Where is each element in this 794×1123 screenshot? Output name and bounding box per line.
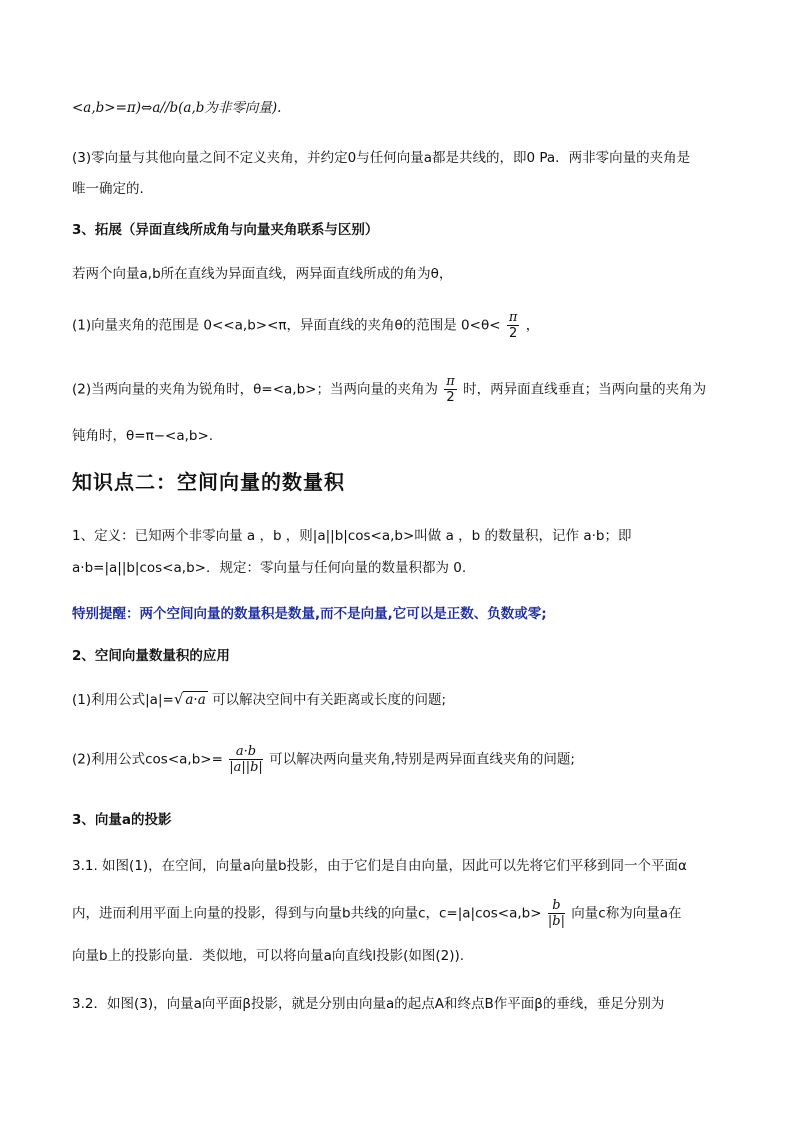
- angle-range-line: [72, 310, 539, 341]
- fraction-numerator: b: [548, 898, 565, 914]
- zero-vector-rule-line1: (3)零向量与其他向量之间不定义夹角，并约定0与任何向量a都是共线的，即0 Pa．两非零向量的夹角是: [72, 150, 691, 166]
- obtuse-angle-line: 钝角时，θ=π−<a,b>.: [72, 428, 214, 444]
- cos-fraction: [229, 744, 263, 775]
- application-angle-text: (2)利用公式cos<a,b>=: [72, 751, 223, 768]
- fraction-denominator: |b|: [547, 914, 565, 929]
- projection-para-line1: 3.1. 如图(1)，在空间，向量a向量b投影，由于它们是自由向量，因此可以先将它们平移到同一个平面α: [72, 858, 687, 874]
- application-length-line: [72, 688, 446, 708]
- pi-over-two-fraction: [507, 310, 520, 341]
- fraction-denominator: |a||b|: [229, 760, 263, 775]
- projection-line2-text: 内，进而利用平面上向量的投影，得到与向量b共线的向量c，c=|a|cos<a,b>: [72, 905, 542, 922]
- fraction-denominator: 2: [508, 326, 518, 341]
- application-angle-suffix: 可以解决两向量夹角,特别是两异面直线夹角的问题;: [269, 751, 575, 768]
- application-angle-line: [72, 744, 575, 775]
- projection-para-line3: 向量b上的投影向量．类似地，可以将向量a向直线l投影(如图(2)).: [72, 948, 465, 964]
- angle-range-suffix: ，: [525, 317, 540, 334]
- definition-line2: a·b=|a||b|cos<a,b>．规定：零向量与任何向量的数量积都为 0.: [72, 560, 467, 576]
- section-projection-title: 3、向量a的投影: [72, 812, 172, 828]
- unit-vector-fraction: [548, 898, 565, 929]
- application-length-suffix: 可以解决空间中有关距离或长度的问题;: [212, 692, 447, 708]
- angle-range-text: (1)向量夹角的范围是 0<<a,b><π，异面直线的夹角θ的范围是 0<θ<: [72, 317, 501, 334]
- plane-projection-line: 3.2．如图(3)，向量a向平面β投影，就是分别由向量a的起点A和终点B作平面β的垂线，垂足分别为: [72, 996, 665, 1012]
- acute-angle-suffix: 时，两异面直线垂直；当两向量的夹角为: [463, 381, 707, 398]
- acute-angle-line: [72, 374, 706, 405]
- pi-over-two-fraction-2: [444, 374, 457, 405]
- skew-lines-intro: 若两个向量a,b所在直线为异面直线，两异面直线所成的角为θ，: [72, 266, 453, 282]
- fraction-numerator: π: [446, 374, 455, 389]
- fraction-denominator: 2: [446, 390, 455, 405]
- projection-line2-suffix: 向量c称为向量a在: [571, 905, 682, 922]
- definition-line1: 1、定义：已知两个非零向量 a ，b ，则|a||b|cos<a,b>叫做 a ，b 的数量积，记作 a·b；即: [72, 528, 632, 544]
- section-extension-title: 3、拓展（异面直线所成角与向量夹角联系与区别）: [72, 222, 379, 238]
- knowledge-point-two-heading: 知识点二：空间向量的数量积: [72, 470, 345, 494]
- fraction-numerator: a·b: [229, 744, 263, 760]
- section-application-title: 2、空间向量数量积的应用: [72, 648, 230, 664]
- acute-angle-text: (2)当两向量的夹角为锐角时，θ=<a,b>；当两向量的夹角为: [72, 381, 438, 398]
- special-reminder: 特别提醒：两个空间向量的数量积是数量,而不是向量,它可以是正数、负数或零;: [72, 606, 547, 622]
- angle-pi-parallel-line: <a,b>=π)⇔a//b(a,b为非零向量).: [72, 100, 282, 116]
- fraction-numerator: π: [508, 310, 518, 325]
- sqrt-sign: √: [173, 690, 184, 708]
- sqrt-radicand: a·a: [185, 692, 206, 708]
- projection-para-line2: [72, 898, 681, 929]
- application-length-text: (1)利用公式|a|=: [72, 692, 174, 708]
- zero-vector-rule-line2: 唯一确定的.: [72, 181, 144, 197]
